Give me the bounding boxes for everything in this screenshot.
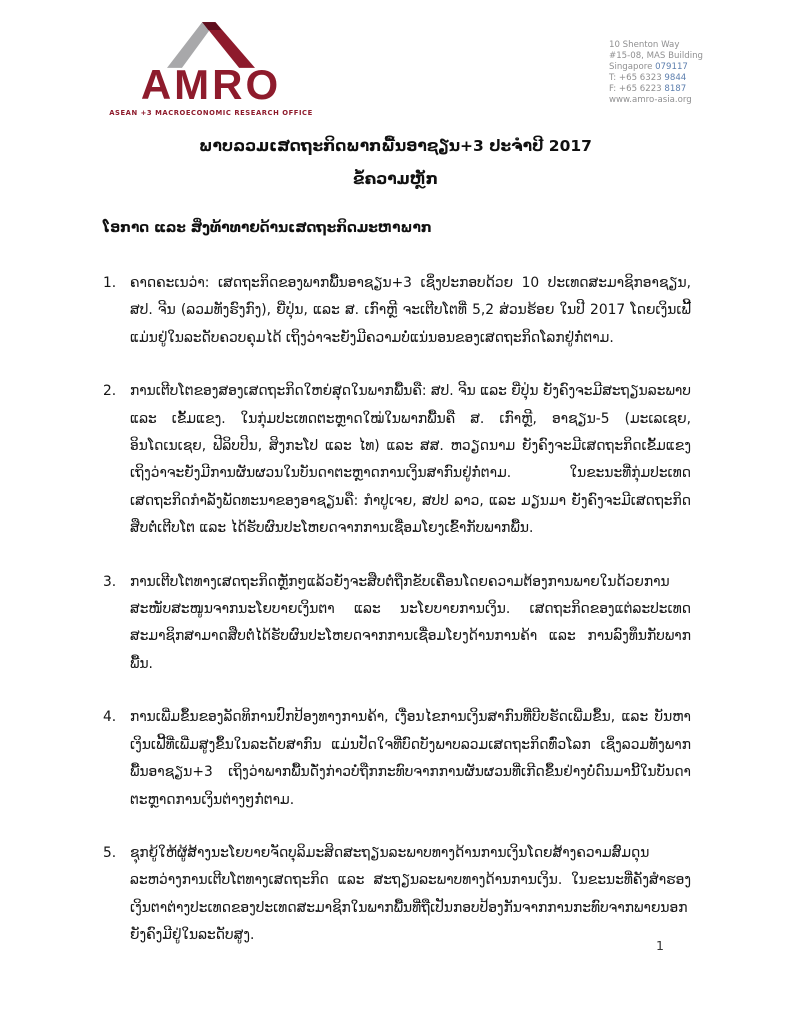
contact-line-telephone: T: +65 6323 9844 [609,72,687,83]
document-title-line1: ພາບລວມເສດຖະກິດພາກພື້ນອາຊຽນ+3 ປະຈຳປີ 2017 [199,137,592,155]
paragraph-item-4 [103,704,691,814]
paragraph-number: 5. [103,844,117,861]
paragraph-item-2 [103,378,691,542]
contact-line-website: www.amro-asia.org [609,94,692,105]
paragraph-text: ການເຕີບໂຕທາງເສດຖະກິດຫຼັກໆແລ້ວຍັງຈະສືບຕໍ່ຖືກຂັບເຄື່ອນໂດຍຄວາມຕ້ອງການພາຍໃນດ້ວຍການສະໜັບສະໜູນຈາກນະໂຍບາຍເງິນຕາ ແລະ ນະໂຍບາຍການເງິນ. ເສດຖະກິດຂອງແຕ່ລະປະເທດສະມາຊິກສາມາດສືບຕໍ່ໄດ້ຮັບຜົນປະໂຫຍດຈາກການເຊື່ອມໂຍງດ້ານການຄ້າ ແລະ ການລົງທຶນກັບພາກພື້ນ. [130,573,691,672]
paragraph-number: 3. [103,573,117,590]
contact-line-fax: F: +65 6223 8187 [609,83,687,94]
paragraph-text: ການເຕີບໂຕຂອງສອງເສດຖະກິດໃຫຍ່ສຸດໃນພາກພື້ນຄື: ສປ. ຈີນ ແລະ ຍີ່ປຸ່ນ ຍັງຄົງຈະມີສະຖຽນລະພາບ ແລະ ເຂັ້ມແຂງ. ໃນກຸ່ມປະເທດຕະຫຼາດໃໝ່ໃນພາກພື້ນຄື ສ. ເກົາຫຼີ, ອາຊຽນ-5 (ມະເລເຊຍ, ອິນໂດເນເຊຍ, ຟີລິບປິນ, ສິງກະໂປ ແລະ ໄທ) ແລະ ສສ. ຫວຽດນາມ ຍັງຄົງຈະມີເສດຖະກິດເຂັ້ມແຂງ ເຖິງວ່າຈະຍັງມີການຜັນຜວນໃນບັນດາຕະຫຼາດການເງິນສາກົນຢູ່ກໍ່ຕາມ. ໃນຂະນະທີ່ກຸ່ມປະເທດເສດຖະກິດກຳລັງພັດທະນາຂອງອາຊຽນຄື: ກຳປູເຈຍ, ສປປ ລາວ, ແລະ ມຽນມາ ຍັງຄົງຈະມີເສດຖະກິດສືບຕໍ່ເຕີບໂຕ ແລະ ໄດ້ຮັບຜົນປະໂຫຍດຈາກການເຊື່ອມໂຍງເຂົ້າກັບພາກພື້ນ. [130,383,691,537]
contact-block [609,40,703,105]
paragraph-item-5 [103,840,691,950]
amro-logo [95,22,327,117]
section-heading: ໂອກາດ ແລະ ສິ່ງທ້າທາຍດ້ານເສດຖະກິດມະຫາພາກ [103,220,432,236]
paragraph-text: ຊຸກຍູ້ໃຫ້ຜູ້ສ້າງນະໂຍບາຍຈັດບຸລິມະສິດສະຖຽນລະພາບທາງດ້ານການເງິນໂດຍສ້າງຄວາມສົມດຸນລະຫວ່າງການເຕີບໂຕທາງເສດຖະກິດ ແລະ ສະຖຽນລະພາບທາງດ້ານການເງິນ. ໃນຂະນະທີ່ຄັງສຳຮອງເງິນຕາຕ່າງປະເທດຂອງປະເທດສະມາຊິກໃນພາກພື້ນທີ່ຖືເປັນກອບປ້ອງກັນຈາກການກະທົບຈາກພາຍນອກຍັງຄົງມີຢູ່ໃນລະດັບສູງ. [130,844,691,944]
paragraph-number: 2. [103,383,117,400]
contact-line-postal: Singapore 079117 [609,61,688,72]
paragraph-text: ຄາດຄະເນວ່າ: ເສດຖະກິດຂອງພາກພື້ນອາຊຽນ+3 ເຊິ່ງປະກອບດ້ວຍ 10 ປະເທດສະມາຊິກອາຊຽນ, ສປ. ຈີນ (ລວມທັງຮົງກົງ), ຍີ່ປຸ່ນ, ແລະ ສ. ເກົາຫຼີ ຈະເຕີບໂຕທີ່ 5,2 ສ່ວນຮ້ອຍ ໃນປີ 2017 ໂດຍເງິນເຟີ້ແມ່ນຢູ່ໃນລະດັບຄວບຄຸມໄດ້ ເຖິງວ່າຈະຍັງມີຄວາມບໍ່ແນ່ນອນຂອງເສດຖະກິດໂລກຢູ່ກໍ່ຕາມ. [130,275,691,346]
document-title-line2: ຂໍ້ຄວາມຫຼັກ [353,170,438,188]
paragraph-text: ການເພີ່ມຂຶ້ນຂອງລັດທິການປົກປ້ອງທາງການຄ້າ, ເງື່ອນໄຂການເງິນສາກົນທີ່ບີບຮັດເພີ່ມຂຶ້ນ, ແລະ ບັນຫາເງິນເຟີ້ທີ່ເພີ່ມສູງຂຶ້ນໃນລະດັບສາກົນ ແມ່ນປັດໃຈທີ່ບົດບັງພາບລວມເສດຖະກິດທົ່ວໂລກ ເຊິ່ງລວມທັງພາກພື້ນອາຊຽນ+3 ເຖິງວ່າພາກພື້ນດັ່ງກ່າວບໍ່ຖືກກະທົບຈາກການຜັນຜວນທີ່ເກີດຂຶ້ນຢ່າງບໍ່ດົນມານີ້ໃນບັນດາຕະຫຼາດການເງິນຕ່າງໆກໍ່ຕາມ. [130,709,691,808]
paragraph-item-3 [103,569,691,679]
document-title [0,130,791,196]
paragraph-number: 4. [103,709,117,726]
page-number: 1 [656,938,664,953]
contact-line-address1: 10 Shenton Way [609,40,680,50]
paragraph-item-1 [103,270,691,352]
paragraph-number: 1. [103,275,117,291]
logo-wordmark: AMRO [140,61,282,108]
contact-line-address2: #15-08, MAS Building [609,50,703,61]
logo-tagline: ASEAN +3 MACROECONOMIC RESEARCH OFFICE [109,109,313,117]
paragraph-list [103,270,691,976]
